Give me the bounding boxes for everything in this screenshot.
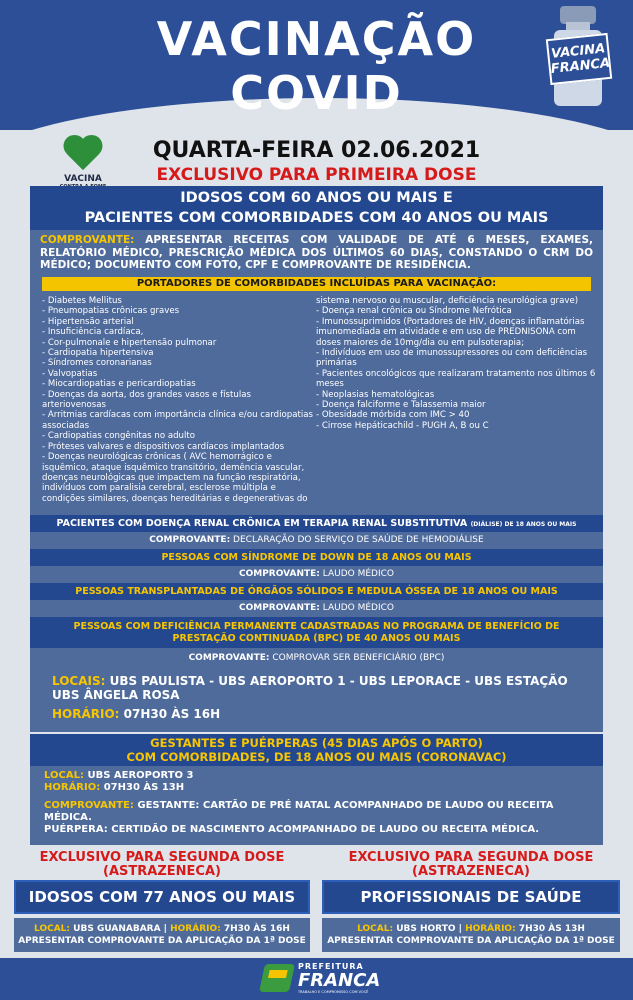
proof-text: APRESENTAR RECEITAS COM VALIDADE DE ATÉ 6 MESES, EXAMES, RELATÓRIO MÉDICO, PRESCRIÇÃO MÉDICA DOS ÚLTIMOS 60 DIAS, CONSTANDO O CRM DO MÉDICO; DOCUMENTO COM FOTO, CPF E COMPROVANTE DE RESIDÊNCIA. bbox=[40, 234, 593, 271]
vaccine-vial-icon bbox=[550, 6, 611, 106]
footer-line-3: TRABALHO E COMPROMISSO COM VOCÊ bbox=[298, 990, 369, 994]
proof-label: COMPROVANTE: bbox=[40, 234, 135, 246]
section5-title-line-2: PRESTAÇÃO CONTINUADA (BPC) DE 40 ANOS OU MAIS bbox=[172, 633, 461, 644]
section2-title bbox=[30, 515, 603, 532]
proof-label: COMPROVANTE: bbox=[149, 535, 231, 545]
comorbidities-panel bbox=[30, 276, 603, 515]
section3-title: PESSOAS COM SÍNDROME DE DOWN DE 18 ANOS OU MAIS bbox=[30, 549, 603, 566]
list-item: - Pacientes oncológicos que realizaram tratamento nos últimos 6 meses bbox=[316, 368, 596, 390]
badge-line-1: VACINA bbox=[550, 41, 606, 62]
hours-label: HORÁRIO: bbox=[52, 707, 120, 721]
local-label: LOCAL: bbox=[357, 924, 394, 934]
local-text: UBS GUANABARA | bbox=[70, 924, 171, 934]
list-item: - Pneumopatias crônicas graves bbox=[42, 306, 180, 317]
local-label: LOCAL: bbox=[34, 924, 71, 934]
list-item: - Miocardiopatias e pericardiopatias bbox=[42, 379, 196, 390]
section2-title-text: PACIENTES COM DOENÇA RENAL CRÔNICA EM TERAPIA RENAL SUBSTITUTIVA bbox=[56, 518, 468, 529]
badge-line-2: FRANCA bbox=[550, 55, 611, 77]
hours-label: HORÁRIO: bbox=[465, 924, 516, 934]
list-item: - Cardiopatia hipertensiva bbox=[42, 348, 154, 359]
list-item: - Valvopatias bbox=[42, 368, 98, 379]
prefeitura-franca-logo bbox=[262, 962, 382, 996]
section3-proof bbox=[30, 566, 603, 583]
list-item: - Imunossuprimidos (Portadores de HIV, doenças inflamatórias imunomediada em atividade e em uso de PREDNISONA com doses maiores de 10mg/dia ou em pulsoterapia; bbox=[316, 316, 585, 348]
locations-label: LOCAIS: bbox=[52, 674, 106, 688]
second-dose-right-title-line-1: EXCLUSIVO PARA SEGUNDA DOSE bbox=[348, 850, 594, 865]
proof-text: DECLARAÇÃO DO SERVIÇO DE SAÚDE DE HEMODIÁLISE bbox=[230, 535, 484, 545]
local-text: UBS HORTO | bbox=[393, 924, 466, 934]
footer-line-2: FRANCA bbox=[298, 970, 381, 991]
list-item: - Insuficiência cardíaca, bbox=[42, 327, 144, 338]
list-item: - Neoplasias hematológicas bbox=[316, 389, 435, 400]
comorbidities-column-2 bbox=[316, 296, 598, 431]
list-item: - Síndromes coronarianas bbox=[42, 358, 152, 369]
section1-proof bbox=[30, 230, 603, 276]
hours-text: 7H30 ÀS 13H bbox=[515, 924, 585, 934]
section1-title-line-1: IDOSOS COM 60 ANOS OU MAIS E bbox=[180, 190, 453, 206]
proof-text: GESTANTE: CARTÃO DE PRÉ NATAL ACOMPANHADO DE LAUDO OU RECEITA MÉDICA. bbox=[44, 800, 554, 823]
title-line-1: VACINAÇÃO bbox=[156, 12, 477, 66]
section6-details bbox=[30, 766, 603, 845]
second-dose-right-group: PROFISSIONAIS DE SAÚDE bbox=[322, 880, 620, 914]
footer-line-1: PREFEITURA bbox=[298, 962, 364, 971]
title-line-2: COVID bbox=[230, 66, 403, 120]
list-item: - Indivíduos em uso de imunossupressores ou com deficiências primárias bbox=[316, 348, 588, 369]
hours-text: 7H30 ÀS 16H bbox=[220, 924, 290, 934]
section2-proof bbox=[30, 532, 603, 549]
second-dose-right-info bbox=[322, 918, 620, 952]
hours-label: HORÁRIO: bbox=[44, 782, 101, 793]
list-item: - Doenças neurológicas crônicas ( AVC hemorrágico e isquêmico, ataque isquêmico transitório, demência vascular, doenças neurológicas que impactem na função respiratória, indivíduos com paralisia cerebral, esclerose múltipla e condições similares, doenças hereditárias e degenerativas do bbox=[42, 452, 308, 504]
franca-flag-icon bbox=[259, 964, 295, 992]
locations-panel bbox=[30, 668, 603, 732]
section5-title bbox=[30, 617, 603, 648]
proof-text: COMPROVAR SER BENEFICIÁRIO (BPC) bbox=[269, 653, 445, 663]
list-item: - Hipertensão arterial bbox=[42, 316, 134, 327]
section6-title bbox=[30, 734, 603, 766]
locations-text: UBS PAULISTA - UBS AEROPORTO 1 - UBS LEPORACE - UBS ESTAÇÃO UBS ÂNGELA ROSA bbox=[52, 674, 568, 702]
section5-title-line-1: PESSOAS COM DEFICIÊNCIA PERMANENTE CADASTRADAS NO PROGRAMA DE BENEFÍCIO DE bbox=[73, 621, 560, 632]
proof-text: LAUDO MÉDICO bbox=[319, 569, 394, 579]
list-item: - Doenças da aorta, dos grandes vasos e fístulas arteriovenosas bbox=[42, 389, 251, 411]
proof-label: COMPROVANTE: bbox=[239, 569, 320, 579]
section6-title-line-2: COM COMORBIDADES, DE 18 ANOS OU MAIS (CORONAVAC) bbox=[126, 750, 507, 764]
second-dose-left-title-line-1: EXCLUSIVO PARA SEGUNDA DOSE bbox=[39, 850, 285, 865]
vacina-franca-badge bbox=[546, 33, 612, 85]
note-text: APRESENTAR COMPROVANTE DA APLICAÇÃO DA 1ª DOSE bbox=[327, 936, 615, 946]
section5-proof bbox=[30, 648, 603, 668]
note-text: APRESENTAR COMPROVANTE DA APLICAÇÃO DA 1ª DOSE bbox=[18, 936, 306, 946]
local-label: LOCAL: bbox=[44, 770, 84, 781]
proof-label: COMPROVANTE: bbox=[188, 653, 270, 663]
list-item: - Próteses valvares e dispositivos cardíacos implantados bbox=[42, 441, 285, 452]
hours-text: 07H30 ÀS 16H bbox=[119, 707, 221, 721]
section2-title-small: (DIÁLISE) DE 18 ANOS OU MAIS bbox=[470, 521, 577, 528]
list-item: - Arritmias cardíacas com importância clínica e/ou cardiopatias associadas bbox=[42, 410, 313, 431]
hours-text: 07H30 ÀS 13H bbox=[100, 782, 185, 793]
date-line: QUARTA-FEIRA 02.06.2021 bbox=[152, 138, 481, 163]
local-text: UBS AEROPORTO 3 bbox=[83, 770, 194, 781]
proof-text-2: PUÉRPERA: CERTIDÃO DE NASCIMENTO ACOMPANHADO DE LAUDO OU RECEITA MÉDICA. bbox=[44, 824, 540, 835]
section1-title bbox=[30, 186, 603, 230]
comorbidities-header: PORTADORES DE COMORBIDADES INCLUÍDAS PARA VACINAÇÃO: bbox=[42, 277, 591, 291]
comorbidities-column-1 bbox=[42, 296, 314, 504]
list-item: - Cardiopatias congênitas no adulto bbox=[42, 431, 196, 442]
section4-title: PESSOAS TRANSPLANTADAS DE ÓRGÃOS SÓLIDOS E MEDULA ÓSSEA DE 18 ANOS OU MAIS bbox=[30, 583, 603, 600]
second-dose-left-title bbox=[14, 851, 310, 879]
second-dose-right-title bbox=[322, 851, 620, 879]
list-item: - Diabetes Mellitus bbox=[42, 296, 122, 306]
proof-label: COMPROVANTE: bbox=[44, 800, 134, 811]
list-item: - Doença falciforme e Talassemia maior bbox=[316, 400, 486, 411]
section1-title-line-2: PACIENTES COM COMORBIDADES COM 40 ANOS OU MAIS bbox=[84, 210, 549, 226]
section4-proof bbox=[30, 600, 603, 617]
list-item: - Obesidade mórbida com IMC > 40 bbox=[316, 410, 470, 421]
hours-label: HORÁRIO: bbox=[170, 924, 221, 934]
second-dose-left-title-line-2: (ASTRAZENECA) bbox=[103, 864, 221, 879]
list-item: sistema nervoso ou muscular, deficiência neurológica grave) bbox=[316, 296, 579, 306]
exclusive-first-dose: EXCLUSIVO PARA PRIMEIRA DOSE bbox=[156, 165, 477, 185]
second-dose-right-title-line-2: (ASTRAZENECA) bbox=[412, 864, 530, 879]
proof-text: LAUDO MÉDICO bbox=[319, 603, 394, 613]
list-item: - Doença renal crônica ou Síndrome Nefrótica bbox=[316, 306, 512, 317]
header-banner bbox=[0, 0, 633, 130]
second-dose-left-group: IDOSOS COM 77 ANOS OU MAIS bbox=[14, 880, 310, 914]
list-item: - Cirrose Hepáticachild - PUGH A, B ou C bbox=[316, 420, 489, 431]
second-dose-left-info bbox=[14, 918, 310, 952]
section6-title-line-1: GESTANTES E PUÉRPERAS (45 DIAS APÓS O PARTO) bbox=[150, 736, 483, 750]
list-item: - Cor-pulmonale e hipertensão pulmonar bbox=[42, 337, 217, 348]
proof-label: COMPROVANTE: bbox=[239, 603, 320, 613]
partner-logo-line-1: VACINA bbox=[64, 174, 102, 184]
